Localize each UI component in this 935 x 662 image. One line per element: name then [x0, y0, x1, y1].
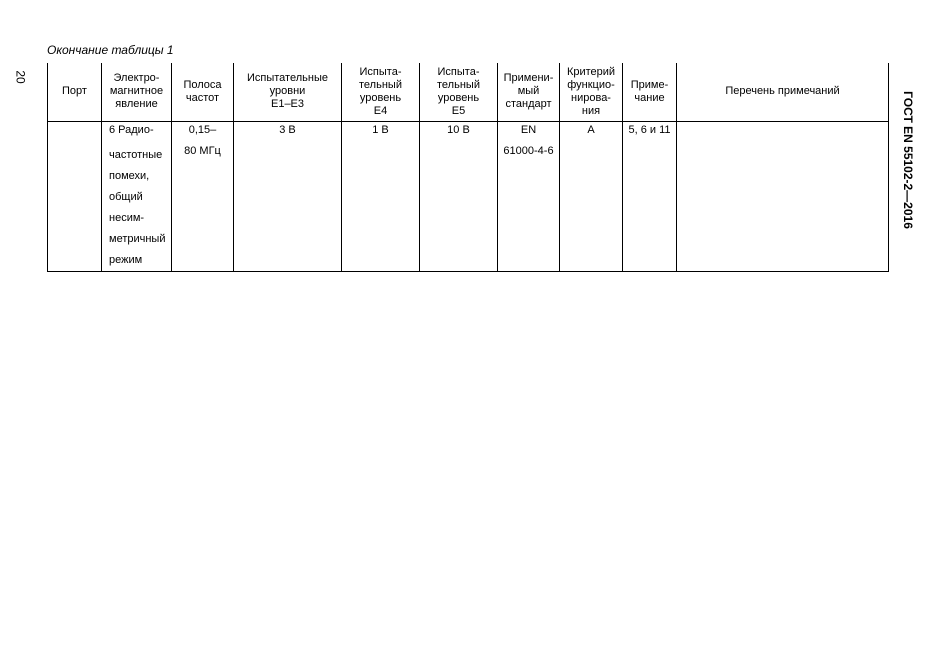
cell-levels-e1-e3: 3 В: [234, 121, 342, 271]
header-band: Полоса частот: [172, 63, 234, 121]
table-caption: Окончание таблицы 1: [47, 43, 174, 57]
band-line: 80 МГц: [184, 144, 221, 157]
band-line: 0,15–: [188, 123, 217, 136]
cell-criterion: А: [560, 121, 623, 271]
phenomenon-line: общий: [109, 190, 143, 203]
cell-band: [172, 121, 234, 271]
phenomenon-line: частотные: [109, 148, 163, 161]
page-number: 20: [13, 70, 28, 84]
header-criterion: Критерий функцио- нирова- ния: [560, 63, 623, 121]
standard-line: 61000-4-6: [503, 144, 554, 157]
cell-notes-list: [677, 121, 889, 271]
header-level-e5: Испыта- тельный уровень Е5: [420, 63, 498, 121]
standard-line: EN: [520, 123, 537, 136]
cell-standard: [498, 121, 560, 271]
header-notes-list: Перечень примечаний: [677, 63, 889, 121]
phenomenon-line: несим-: [109, 211, 145, 224]
phenomenon-line: 6 Радио-: [109, 123, 154, 136]
phenomenon-line: метричный: [109, 232, 166, 245]
cell-phenomenon: [102, 121, 172, 271]
table-row: [48, 121, 889, 271]
phenomenon-line: помехи,: [109, 169, 150, 182]
cell-level-e4: 1 В: [342, 121, 420, 271]
emc-table: [47, 63, 889, 272]
header-standard: Примени- мый стандарт: [498, 63, 560, 121]
header-levels-e1-e3: Испытательные уровни Е1–Е3: [234, 63, 342, 121]
header-port: Порт: [48, 63, 102, 121]
phenomenon-line: режим: [109, 253, 143, 266]
header-note: Приме- чание: [623, 63, 677, 121]
cell-note: 5, 6 и 11: [623, 121, 677, 271]
header-level-e4: Испыта- тельный уровень Е4: [342, 63, 420, 121]
table-header-row: [48, 63, 889, 121]
header-phenomenon: Электро- магнитное явление: [102, 63, 172, 121]
document-code: ГОСТ EN 55102-2—2016: [901, 91, 915, 229]
cell-port: [48, 121, 102, 271]
cell-level-e5: 10 В: [420, 121, 498, 271]
